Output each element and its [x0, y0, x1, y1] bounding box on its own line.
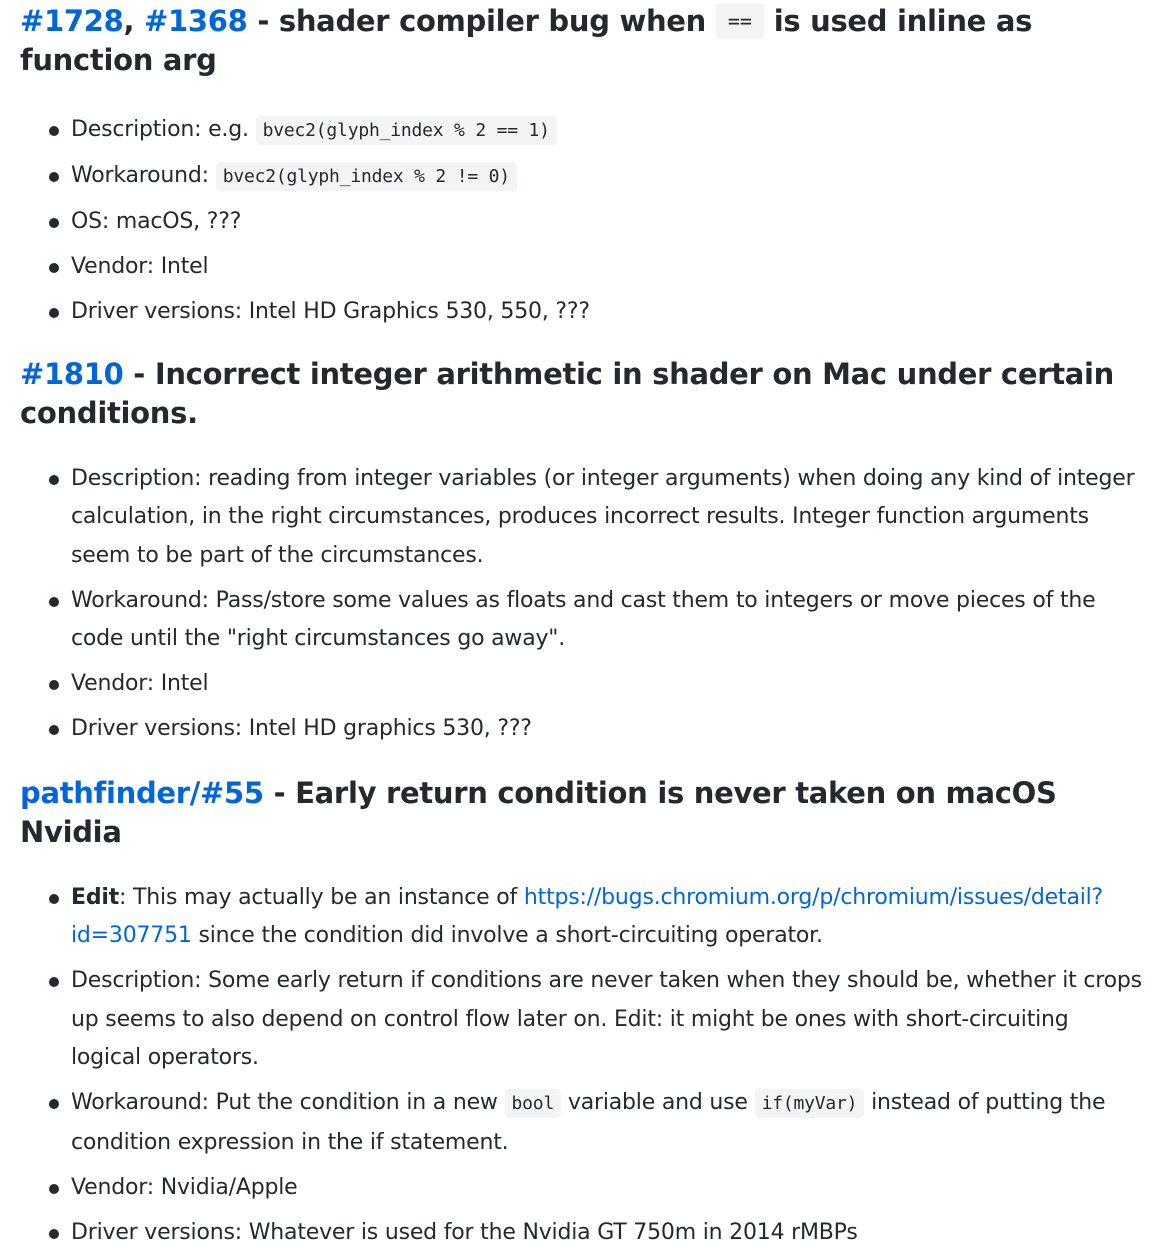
list-item-workaround [20, 1084, 1145, 1162]
issue-link-1810[interactable]: #1810 [20, 356, 124, 391]
issue-heading-1728 [20, 2, 1145, 80]
list-item-description [20, 111, 1145, 151]
heading-title-post: is used inline as function arg [20, 4, 1033, 77]
workaround-text-mid: variable and use [561, 1090, 755, 1115]
list-item-description: Description: reading from integer variables (or integer arguments) when doing any kind of integer calculation, in the right circumstances, produces incorrect results. Integer function arguments seem to be part of the circumstances. [20, 460, 1145, 576]
workaround-text-post: instead of putting the condition expression in the if statement. [71, 1090, 1106, 1155]
list-item-driver-versions: Driver versions: Whatever is used for the Nvidia GT 750m in 2014 rMBPs [20, 1214, 1145, 1253]
heading-title: - Incorrect integer arithmetic in shader on Mac under certain conditions. [20, 356, 1115, 430]
chromium-issue-link[interactable]: https://bugs.chromium.org/p/chromium/issues/detail?id=307751 [71, 884, 1104, 948]
heading-title-pre: - shader compiler bug when [247, 4, 716, 38]
list-item-vendor: Vendor: Intel [20, 665, 1145, 704]
issue-section-1728 [20, 2, 1145, 332]
heading-inline-code: == [716, 3, 764, 39]
issue-details-list [20, 460, 1145, 749]
issue-link-pathfinder-55[interactable]: pathfinder/#55 [20, 775, 264, 810]
list-item-os: OS: macOS, ??? [20, 203, 1145, 242]
list-item-vendor: Vendor: Intel [20, 248, 1145, 287]
heading-separator: , [123, 4, 145, 38]
page [20, 0, 1145, 1259]
workaround-text-pre: Workaround: Put the condition in a new [71, 1090, 505, 1115]
issue-details-list [20, 111, 1145, 332]
issue-heading-1810 [20, 355, 1145, 433]
item-label: Workaround: [71, 163, 216, 188]
list-item-driver-versions: Driver versions: Intel HD Graphics 530, 550, ??? [20, 293, 1145, 332]
inline-code-if-myvar: if(myVar) [755, 1089, 865, 1118]
issue-link-1368[interactable]: #1368 [144, 4, 248, 38]
list-item-vendor: Vendor: Nvidia/Apple [20, 1169, 1145, 1208]
inline-code: bvec2(glyph_index % 2 != 0) [216, 162, 517, 191]
issue-link-1728[interactable]: #1728 [20, 4, 124, 38]
issue-section-pathfinder-55 [20, 774, 1145, 1253]
inline-code: bvec2(glyph_index % 2 == 1) [256, 116, 557, 145]
list-item-description: Description: Some early return if conditions are never taken when they should be, whether it crops up seems to also depend on control flow later on. Edit: it might be ones with short-circuiting logical operators. [20, 962, 1145, 1078]
issue-heading-pathfinder-55 [20, 774, 1145, 852]
edit-text-post: since the condition did involve a short-circuiting operator. [191, 923, 823, 948]
list-item-workaround: Workaround: Pass/store some values as floats and cast them to integers or move pieces of the code until the "right circumstances go away". [20, 582, 1145, 659]
heading-title: - Early return condition is never taken on macOS Nvidia [20, 775, 1057, 849]
item-label: Description: e.g. [71, 117, 256, 142]
list-item-workaround [20, 157, 1145, 197]
list-item-driver-versions: Driver versions: Intel HD graphics 530, ??? [20, 710, 1145, 749]
inline-code-bool: bool [505, 1089, 562, 1118]
edit-label: Edit [71, 884, 120, 910]
edit-text-pre: : This may actually be an instance of [119, 884, 524, 910]
issue-section-1810 [20, 355, 1145, 749]
issue-details-list [20, 879, 1145, 1253]
list-item-edit [20, 879, 1145, 956]
